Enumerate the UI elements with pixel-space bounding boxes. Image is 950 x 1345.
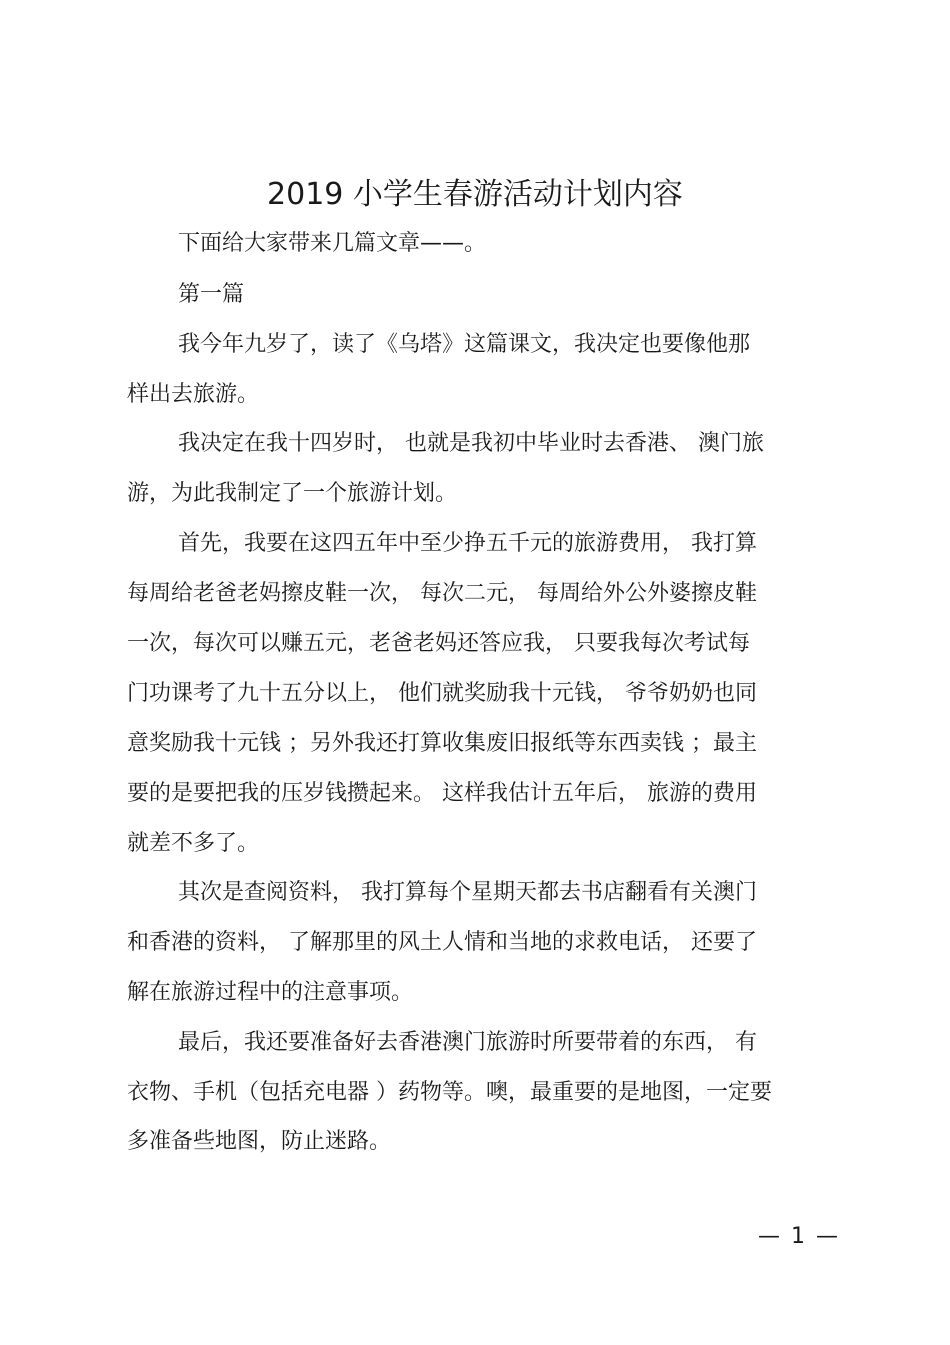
paragraph-line: 衣物、手机（包括充电器 ）药物等。噢，最重要的是地图，一定要 bbox=[127, 1080, 772, 1105]
paragraph-line: 就差不多了。 bbox=[127, 831, 260, 856]
page-number: — 1 — bbox=[758, 1224, 840, 1249]
paragraph-line: 每周给老爸老妈擦皮鞋一次， 每次二元， 每周给外公外婆擦皮鞋 bbox=[127, 581, 757, 606]
paragraph-line: 多准备些地图，防止迷路。 bbox=[127, 1129, 392, 1154]
paragraph-line: 意奖励我十元钱 ；另外我还打算收集废旧报纸等东西卖钱 ；最主 bbox=[127, 731, 757, 756]
paragraph-line: 游，为此我制定了一个旅游计划。 bbox=[127, 481, 458, 506]
document-title: 2019 小学生春游活动计划内容 bbox=[267, 177, 683, 212]
paragraph-line: 解在旅游过程中的注意事项。 bbox=[127, 980, 414, 1005]
paragraph-line: 我今年九岁了，读了《乌塔》这篇课文，我决定也要像他那 bbox=[178, 332, 751, 357]
paragraph-line: 我决定在我十四岁时， 也就是我初中毕业时去香港、 澳门旅 bbox=[178, 431, 764, 456]
paragraph-line: 其次是查阅资料， 我打算每个星期天都去书店翻看有关澳门 bbox=[178, 880, 757, 905]
paragraph-line: 下面给大家带来几篇文章——。 bbox=[178, 231, 487, 256]
paragraph-line: 最后，我还要准备好去香港澳门旅游时所要带着的东西， 有 bbox=[178, 1030, 757, 1055]
paragraph-line: 门功课考了九十五分以上， 他们就奖励我十元钱， 爷爷奶奶也同 bbox=[127, 681, 757, 706]
paragraph-line: 首先，我要在这四五年中至少挣五千元的旅游费用， 我打算 bbox=[178, 531, 757, 556]
paragraph-line: 样出去旅游。 bbox=[127, 382, 260, 407]
paragraph-line: 一次，每次可以赚五元，老爸老妈还答应我， 只要我每次考试每 bbox=[127, 631, 750, 656]
section-heading: 第一篇 bbox=[178, 282, 245, 307]
paragraph-line: 要的是要把我的压岁钱攒起来。 这样我估计五年后， 旅游的费用 bbox=[127, 781, 757, 806]
paragraph-line: 和香港的资料， 了解那里的风土人情和当地的求救电话， 还要了 bbox=[127, 930, 757, 955]
